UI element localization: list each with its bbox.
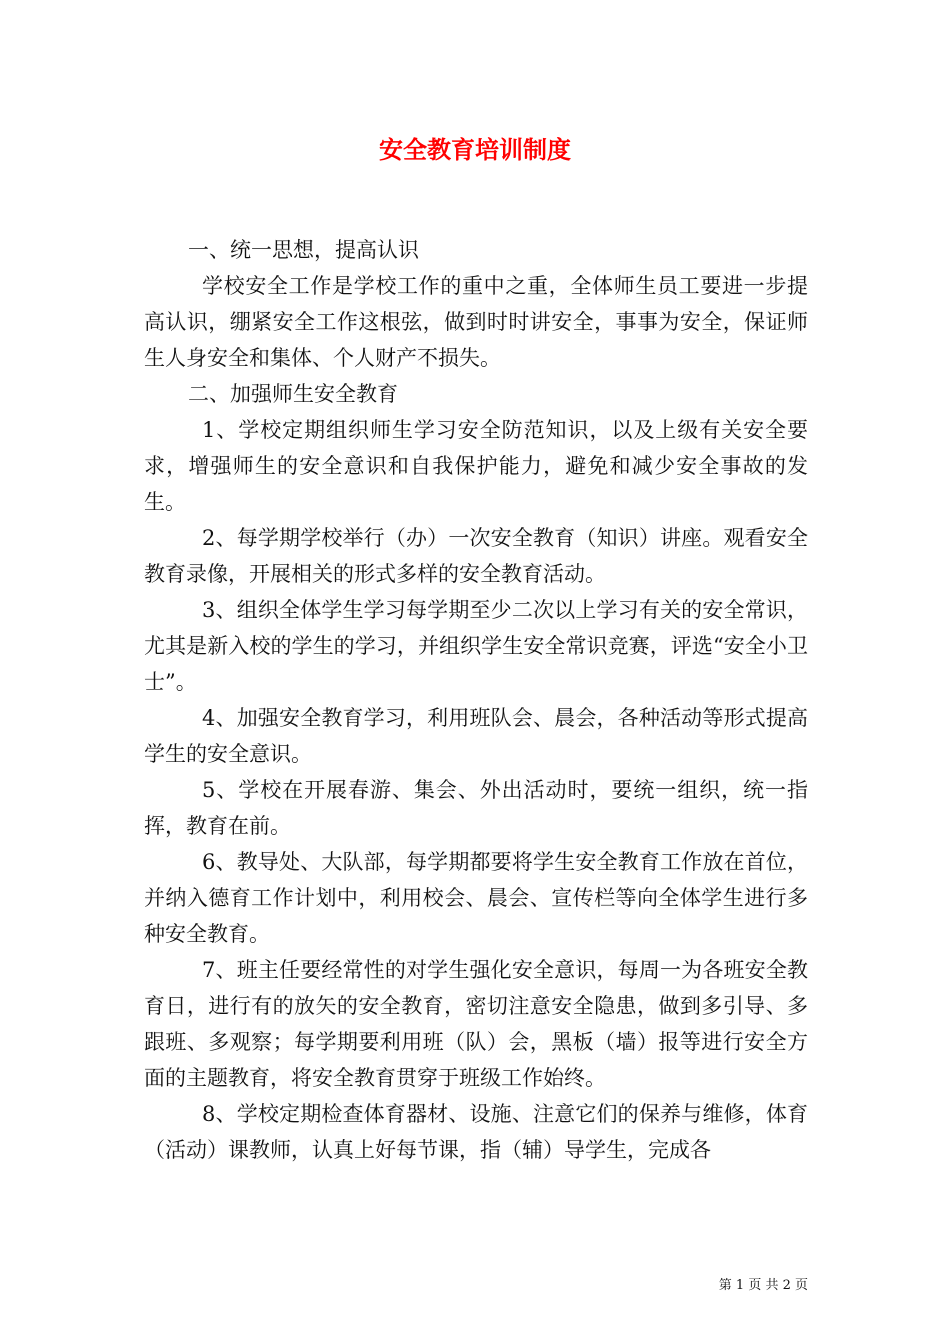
list-item: 2、每学期学校举行（办）一次安全教育（知识）讲座。观看安全教育录像，开展相关的形式多样的安全教育活动。 bbox=[144, 526, 808, 586]
list-item: 5、学校在开展春游、集会、外出活动时，要统一组织，统一指挥，教育在前。 bbox=[144, 778, 808, 838]
list-item: 6、教导处、大队部，每学期都要将学生安全教育工作放在首位，并纳入德育工作计划中，利用校会、晨会、宣传栏等向全体学生进行多种安全教育。 bbox=[144, 850, 808, 946]
section-heading: 一、统一思想，提高认识 bbox=[188, 238, 419, 262]
body-paragraph: 学校安全工作是学校工作的重中之重，全体师生员工要进一步提高认识，绷紧安全工作这根弦，做到时时讲安全，事事为安全，保证师生人身安全和集体、个人财产不损失。 bbox=[144, 274, 808, 370]
document-title: 安全教育培训制度 bbox=[379, 135, 571, 164]
list-item: 1、学校定期组织师生学习安全防范知识，以及上级有关安全要求，增强师生的安全意识和自我保护能力，避免和减少安全事故的发生。 bbox=[144, 418, 808, 514]
section-heading: 二、加强师生安全教育 bbox=[188, 382, 398, 406]
list-item: 8、学校定期检查体育器材、设施、注意它们的保养与维修，体育（活动）课教师，认真上好每节课，指（辅）导学生，完成各 bbox=[144, 1102, 808, 1162]
list-item: 7、班主任要经常性的对学生强化安全意识，每周一为各班安全教育日，进行有的放矢的安全教育，密切注意安全隐患，做到多引导、多跟班、多观察；每学期要利用班（队）会，黑板（墙）报等进行安全方面的主题教育，将安全教育贯穿于班级工作始终。 bbox=[144, 958, 808, 1090]
list-item: 3、组织全体学生学习每学期至少二次以上学习有关的安全常识，尤其是新入校的学生的学习，并组织学生安全常识竞赛，评选“安全小卫士”。 bbox=[144, 598, 808, 694]
page-number: 第 1 页 共 2 页 bbox=[718, 1278, 808, 1293]
document-body bbox=[144, 232, 808, 1168]
list-item: 4、加强安全教育学习，利用班队会、晨会，各种活动等形式提高学生的安全意识。 bbox=[144, 706, 808, 766]
